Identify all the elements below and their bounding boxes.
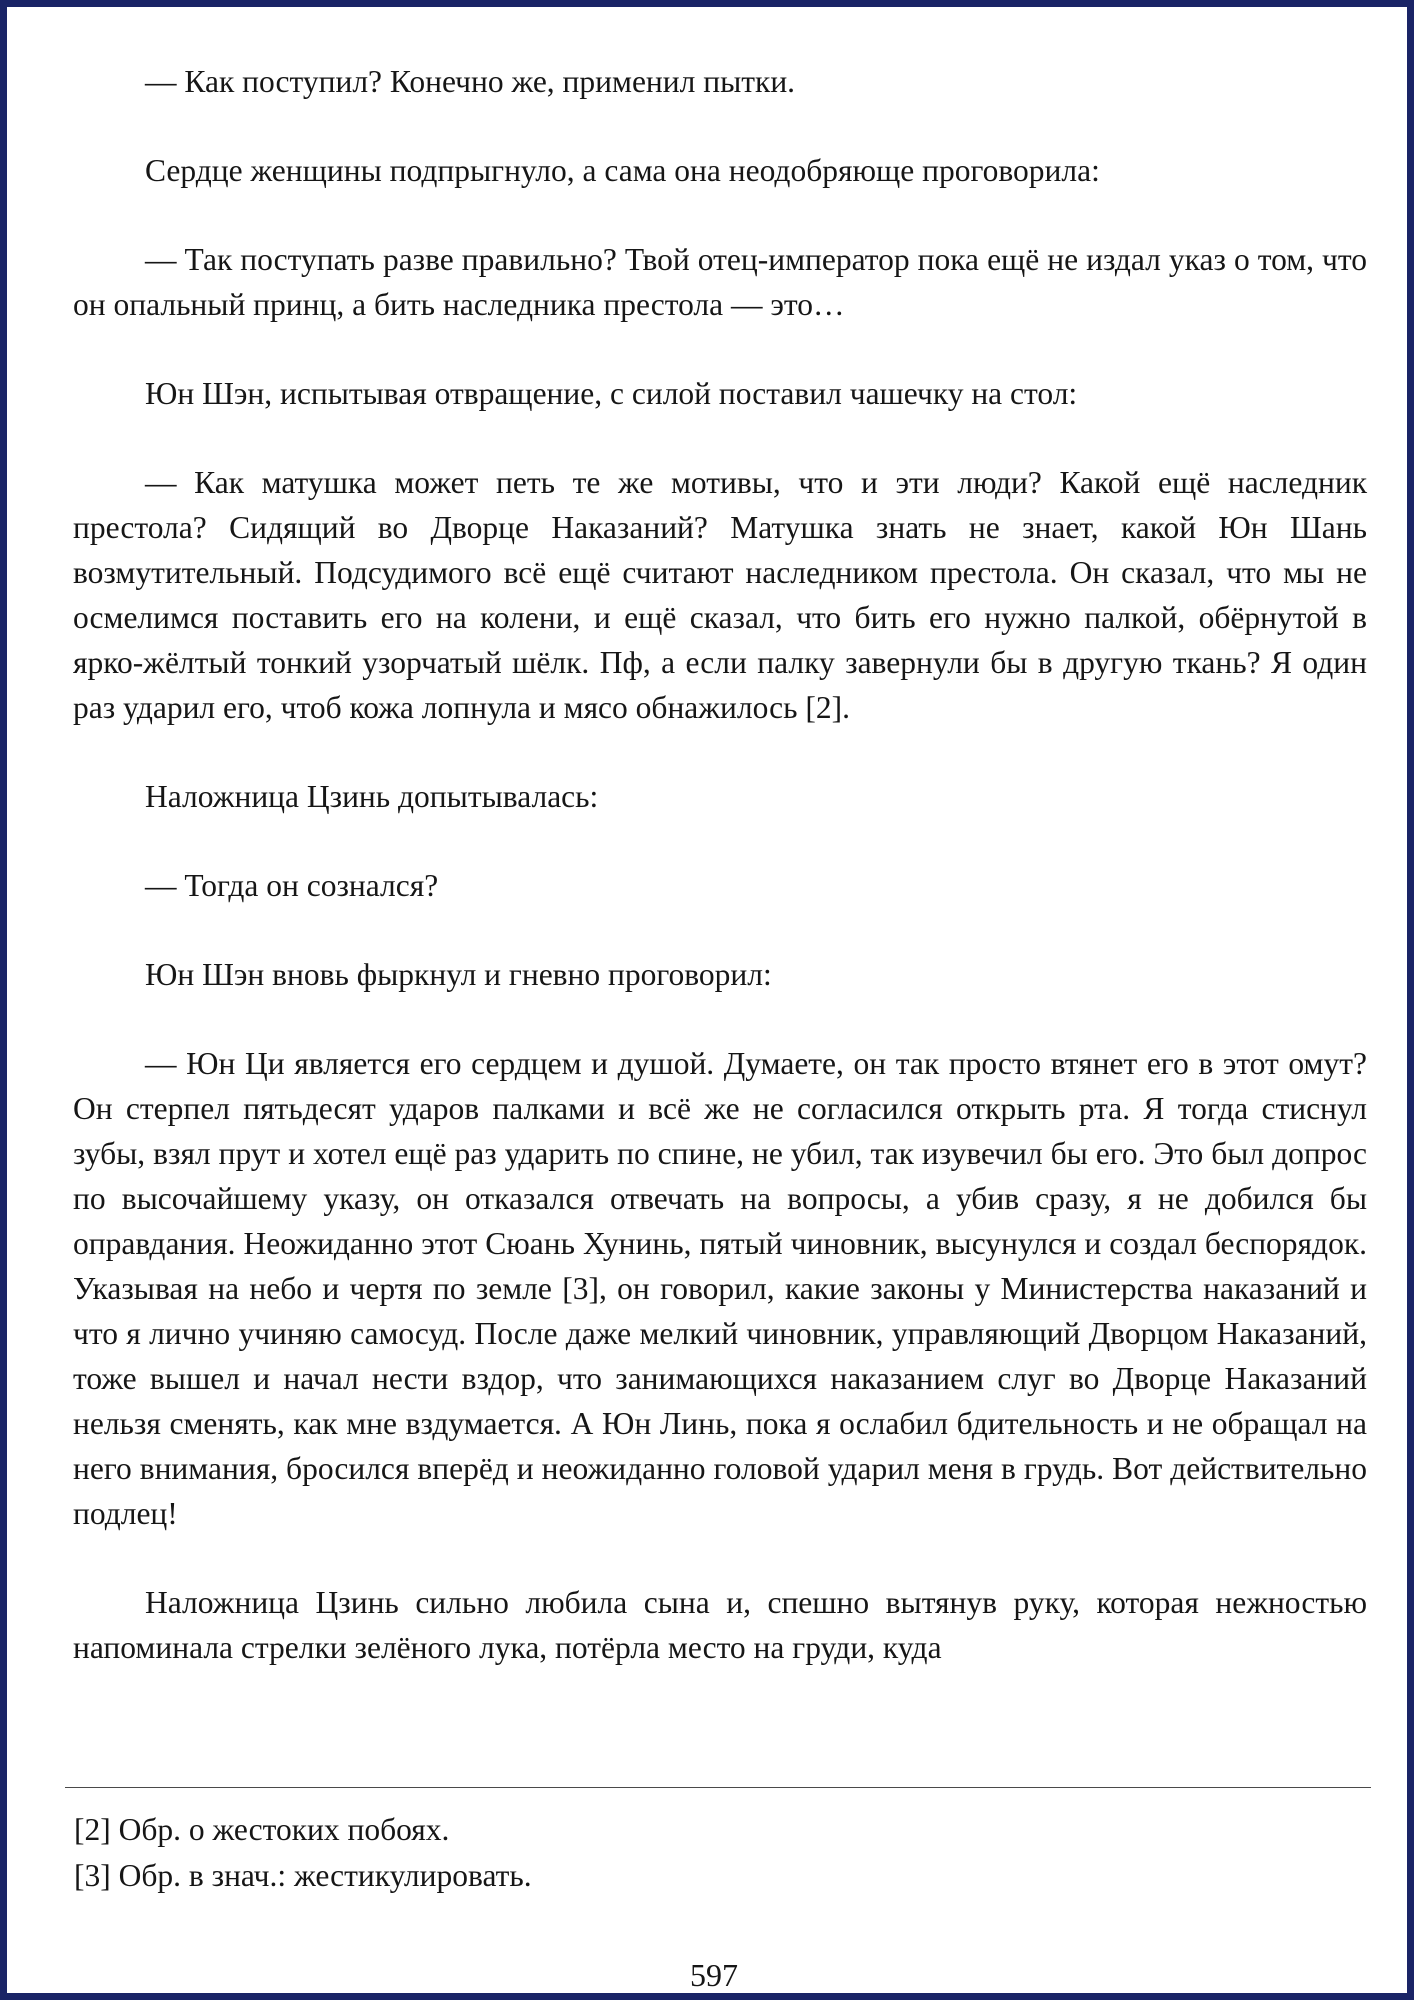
- paragraph: Юн Шэн, испытывая отвращение, с силой поставил чашечку на стол:: [145, 376, 1078, 411]
- paragraph: — Так поступать разве правильно? Твой отец-император пока ещё не издал указ о том, что он опальный принц, а бить наследника престола — это…: [73, 242, 1367, 322]
- paragraph: — Как поступил? Конечно же, применил пытки.: [145, 64, 796, 99]
- paragraph: Наложница Цзинь сильно любила сына и, спешно вытянув руку, которая нежностью напоминала стрелки зелёного лука, потёрла место на груди, куда: [73, 1585, 1367, 1665]
- footnote: [3] Обр. в знач.: жестикулировать.: [74, 1858, 532, 1893]
- footnote: [2] Обр. о жестоких побоях.: [74, 1812, 450, 1847]
- paragraph: Наложница Цзинь допытывалась:: [145, 779, 599, 814]
- paragraph: Юн Шэн вновь фыркнул и гневно проговорил:: [145, 957, 772, 992]
- footnote-divider: [65, 1787, 1371, 1788]
- body-text: [73, 59, 1367, 1670]
- page-number: 597: [690, 1957, 738, 1993]
- paragraph: — Тогда он сознался?: [145, 868, 439, 903]
- paragraph: Сердце женщины подпрыгнуло, а сама она неодобряюще проговорила:: [145, 153, 1100, 188]
- paragraph: — Юн Ци является его сердцем и душой. Думаете, он так просто втянет его в этот омут? Он стерпел пятьдесят ударов палками и всё же не согласился открыть рта. Я тогда стиснул зубы, взял прут и хотел ещё раз ударить по спине, не убил, так изувечил бы его. Это был допрос по высочайшему указу, он отказался отвечать на вопросы, а убив сразу, я не добился бы оправдания. Неожиданно этот Сюань Хунинь, пятый чиновник, высунулся и создал беспорядок. Указывая на небо и чертя по земле [3], он говорил, какие законы у Министерства наказаний и что я лично учиняю самосуд. После даже мелкий чиновник, управляющий Дворцом Наказаний, тоже вышел и начал нести вздор, что занимающихся наказанием слуг во Дворце Наказаний нельзя сменять, как мне вздумается. А Юн Линь, пока я ослабил бдительность и не обращал на него внимания, бросился вперёд и неожиданно головой ударил меня в грудь. Вот действительно подлец!: [73, 1046, 1367, 1531]
- paragraph: — Как матушка может петь те же мотивы, что и эти люди? Какой ещё наследник престола? Сидящий во Дворце Наказаний? Матушка знать не знает, какой Юн Шань возмутительный. Подсудимого всё ещё считают наследником престола. Он сказал, что мы не осмелимся поставить его на колени, и ещё сказал, что бить его нужно палкой, обёрнутой в ярко-жёлтый тонкий узорчатый шёлк. Пф, а если палку завернули бы в другую ткань? Я один раз ударил его, чтоб кожа лопнула и мясо обнажилось [2].: [73, 465, 1367, 725]
- footnotes: [74, 1807, 1364, 1899]
